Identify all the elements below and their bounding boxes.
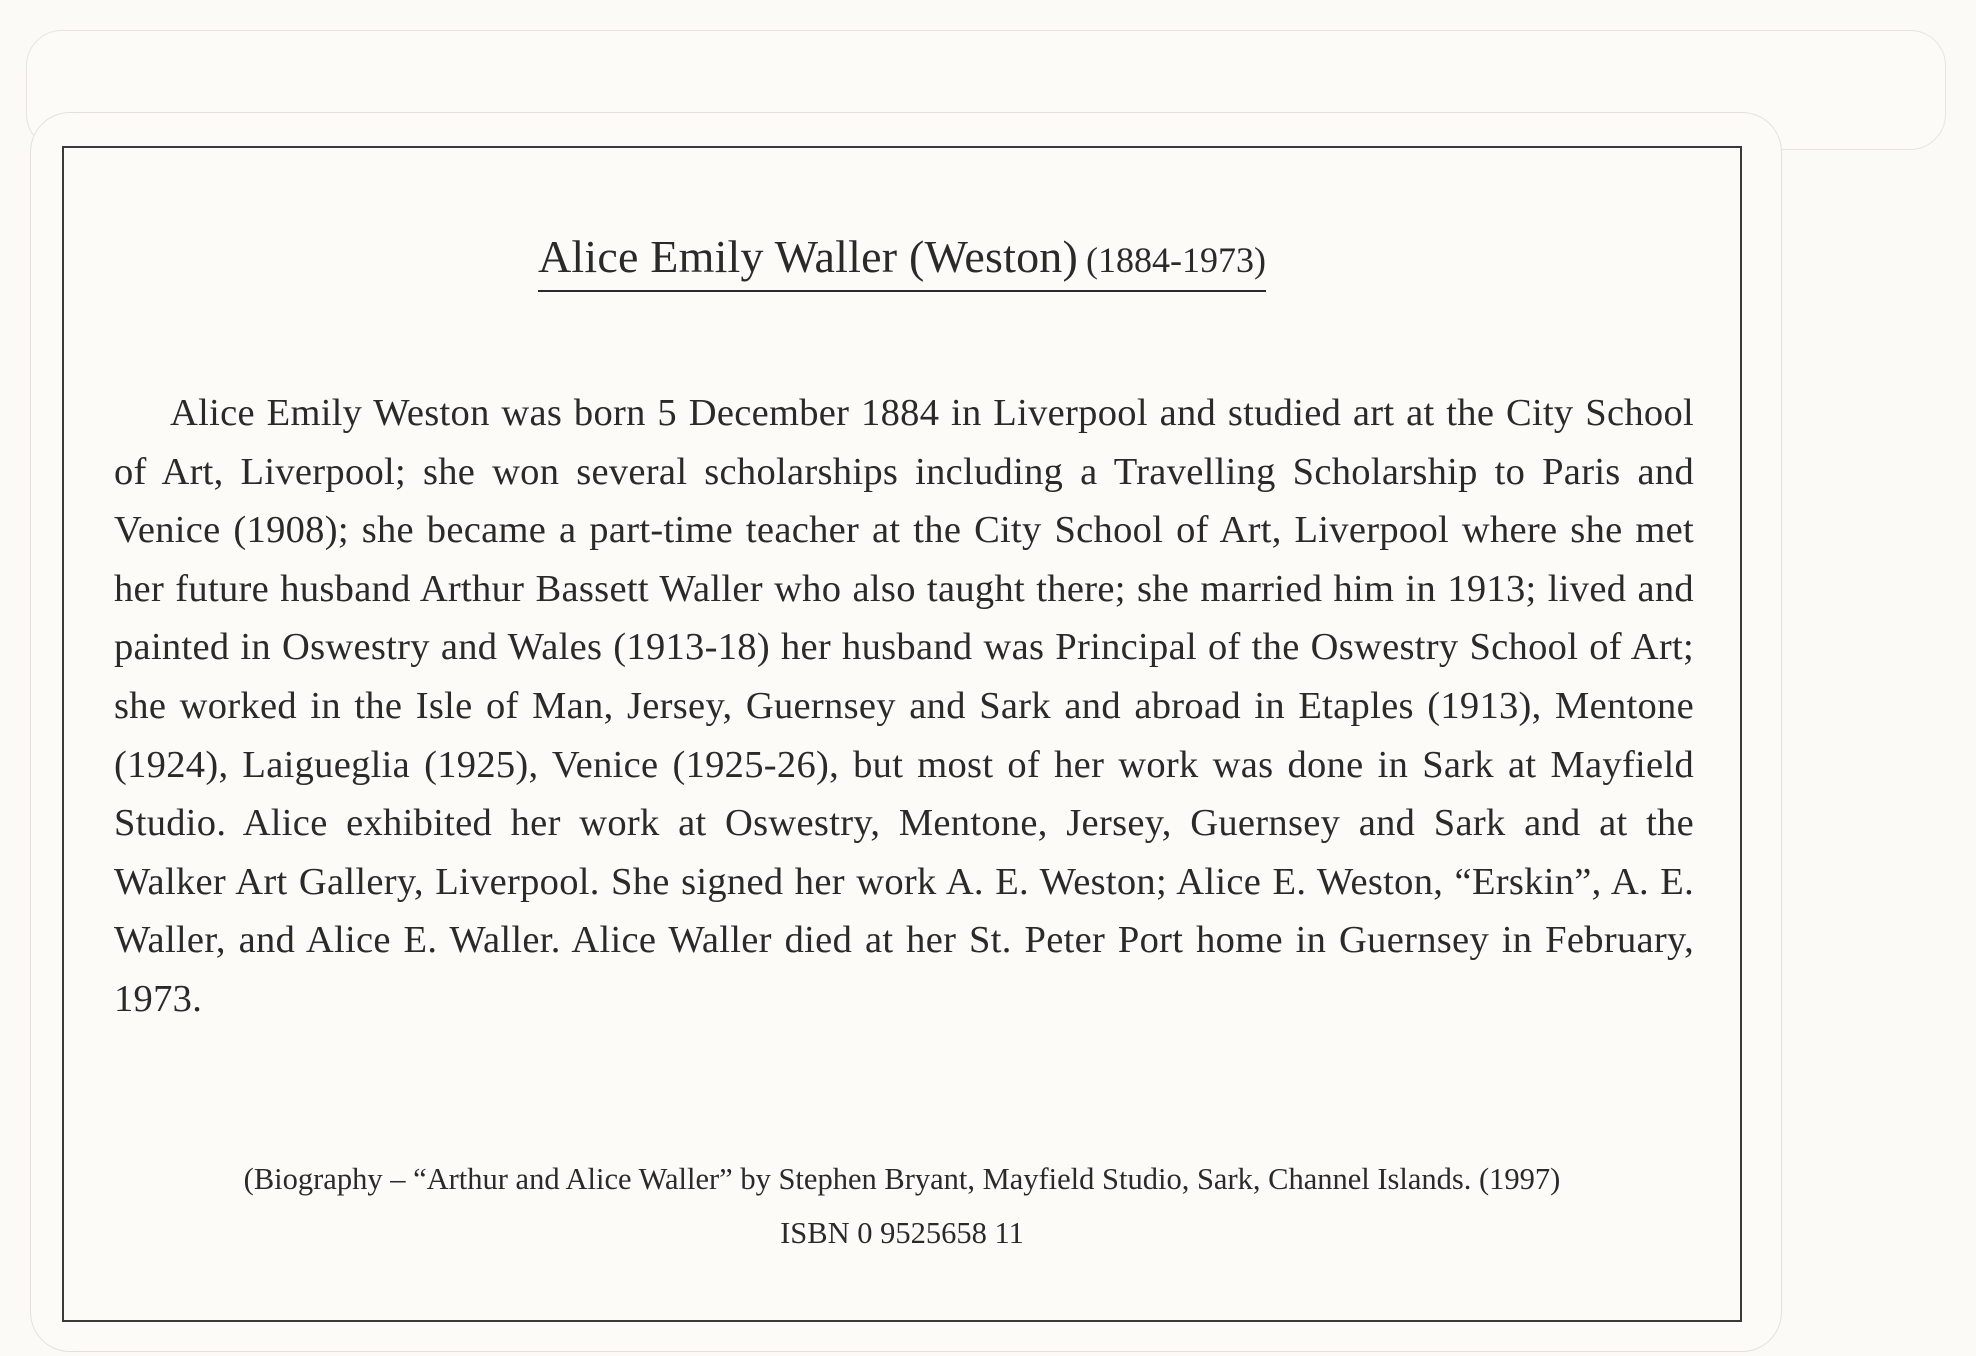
isbn-line: ISBN 0 9525658 11 bbox=[780, 1216, 1024, 1250]
title-underline bbox=[537, 231, 1266, 292]
biography-paragraph: Alice Emily Weston was born 5 December 1884 in Liverpool and studied art at the City School of Art, Liverpool; she won several scholarships including a Travelling Scholarship to Paris and Venice (1908); she became a part-time teacher at the City School of Art, Liverpool where she met her future husband Arthur Bassett Waller who also taught there; she married him in 1913; lived and painted in Oswestry and Wales (1913-18) her husband was Principal of the Oswestry School of Art; she worked in the Isle of Man, Jersey, Guernsey and Sark and abroad in Etaples (1913), Mentone (1924), Laigueglia (1925), Venice (1925-26), but most of her work was done in Sark at Mayfield Studio. Alice exhibited her work at Oswestry, Mentone, Jersey, Guernsey and Sark and at the Walker Art Gallery, Liverpool. She signed her work A. E. Weston; Alice E. Weston, “Erskin”, A. E. Waller, and Alice E. Waller. Alice Waller died at her St. Peter Port home in Guernsey in February, 1973. bbox=[114, 392, 1694, 1020]
source-citation: (Biography – “Arthur and Alice Waller” by Stephen Bryant, Mayfield Studio, Sark, Channel Islands. (1997) bbox=[243, 1162, 1561, 1196]
page-title: Alice Emily Waller (Weston) bbox=[537, 231, 1079, 282]
life-dates: (1884-1973) bbox=[1086, 240, 1266, 280]
title-block bbox=[64, 231, 1740, 292]
biography-frame bbox=[62, 146, 1742, 1322]
